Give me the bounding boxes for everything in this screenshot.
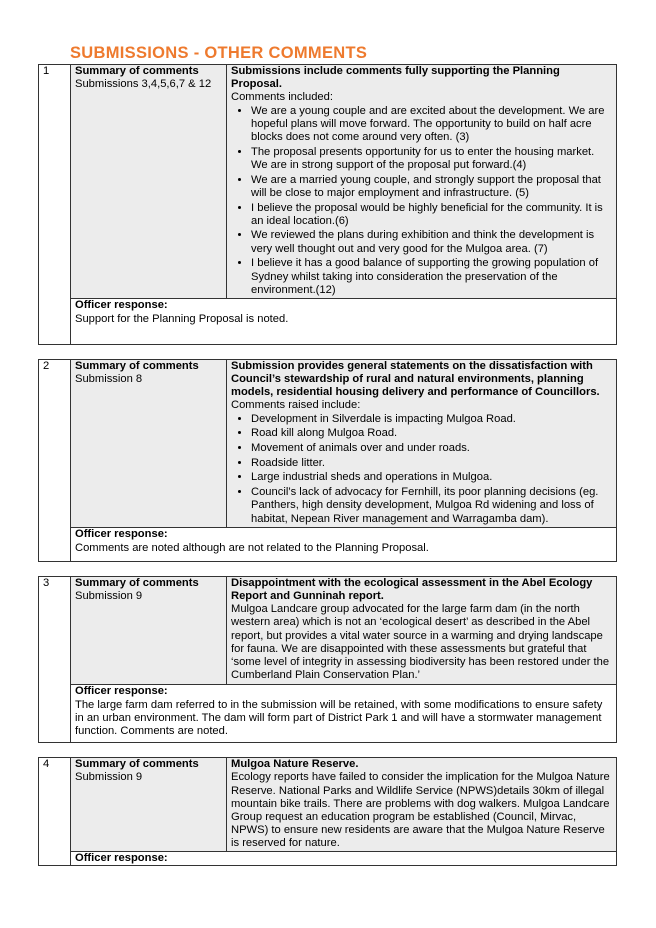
comment-item: • Road kill along Mulgoa Road. bbox=[251, 427, 612, 440]
officer-response-cell bbox=[71, 528, 617, 561]
officer-response-text: Support for the Planning Proposal is noted. bbox=[75, 312, 289, 325]
submission-ref: Submissions 3,4,5,6,7 & 12 bbox=[75, 78, 212, 91]
summary-cell bbox=[71, 758, 227, 851]
description-cell bbox=[227, 359, 617, 527]
summary-cell bbox=[71, 576, 227, 685]
submission-body: Mulgoa Landcare group advocated for the large farm dam (in the north western area) which is not an ‘ecological desert’ as described in the Abel report, but provides a vital water source in a warming and drying landscape for fauna. We are disappointed with these assessments but grateful that ‘some level of integrity in assessing biodiversity has been restored under the Cumberland Plain Conservation Plan.’ bbox=[231, 603, 610, 682]
officer-response-row bbox=[39, 528, 617, 561]
comment-item: • I believe it has a good balance of supporting the growing population of Sydney whilst taking into consideration the preservation of the environment.(12) bbox=[251, 257, 612, 297]
comment-item: • Council’s lack of advocacy for Fernhill, its poor planning decisions (eg. Panthers, high density development, Mulgoa Rd widening and loss of habitat, Nepean River management and Warragamba dam). bbox=[251, 486, 612, 526]
description-cell bbox=[227, 65, 617, 299]
officer-response-label: Officer response: bbox=[75, 851, 168, 864]
submission-number: 3 bbox=[39, 576, 71, 742]
description-cell bbox=[227, 576, 617, 685]
officer-response-text: Comments are noted although are not related to the Planning Proposal. bbox=[75, 541, 429, 554]
comment-list bbox=[231, 413, 612, 526]
submission-ref: Submission 8 bbox=[75, 373, 143, 386]
comment-item: • We are a married young couple, and strongly support the proposal that will be close to major employment and infrastructure. (5) bbox=[251, 174, 612, 200]
submission-row bbox=[39, 576, 617, 685]
submission-heading: Disappointment with the ecological assessment in the Abel Ecology Report and Gunninah report. bbox=[231, 576, 593, 602]
row-spacer bbox=[39, 344, 617, 359]
comment-item: • Large industrial sheds and operations in Mulgoa. bbox=[251, 471, 612, 484]
submission-ref: Submission 9 bbox=[75, 771, 143, 784]
officer-response-row bbox=[39, 851, 617, 865]
summary-label: Summary of comments bbox=[75, 758, 199, 771]
comment-item: • The proposal presents opportunity for us to enter the housing market. We are in strong support of the proposal put forward.(4) bbox=[251, 146, 612, 172]
submissions-table bbox=[38, 64, 617, 866]
comment-item: • Development in Silverdale is impacting Mulgoa Road. bbox=[251, 413, 612, 426]
comment-list bbox=[231, 105, 612, 297]
submission-heading: Submission provides general statements on the dissatisfaction with Council’s stewardship of rural and natural environments, planning models, residential housing delivery and performance of Councillors. bbox=[231, 359, 600, 399]
officer-response-cell bbox=[71, 851, 617, 865]
comment-item: • We reviewed the plans during exhibition and think the development is very well thought out and very good for the Mulgoa area. (7) bbox=[251, 229, 612, 255]
comments-intro: Comments included: bbox=[231, 91, 333, 104]
officer-response-cell bbox=[71, 685, 617, 743]
comment-item: • I believe the proposal would be highly beneficial for the community. It is an ideal location.(6) bbox=[251, 202, 612, 228]
description-cell bbox=[227, 758, 617, 851]
submission-ref: Submission 9 bbox=[75, 589, 143, 602]
submission-row bbox=[39, 359, 617, 527]
comment-item: • We are a young couple and are excited about the development. We are hopeful plans will move forward. The opportunity to build on half acre blocks does not come around very often. (3) bbox=[251, 105, 612, 145]
submission-heading: Mulgoa Nature Reserve. bbox=[231, 758, 359, 771]
summary-cell bbox=[71, 359, 227, 527]
comments-intro: Comments raised include: bbox=[231, 399, 361, 412]
comment-item: • Roadside litter. bbox=[251, 457, 612, 470]
submission-number: 2 bbox=[39, 359, 71, 561]
summary-label: Summary of comments bbox=[75, 359, 199, 372]
submission-body: Ecology reports have failed to consider the implication for the Mulgoa Nature Reserve. National Parks and Wildlife Service (NPWS)details 30km of illegal mountain bike trails. There are problems with dog walkers. Mulgoa Landcare Group request an education program be established (Council, Mirvac, NPWS) to ensure new residents are aware that the Mulgoa Nature Reserve is reserved for nature. bbox=[231, 771, 610, 850]
officer-response-text: The large farm dam referred to in the submission will be retained, with some modifications to ensure safety in an urban environment. The dam will form part of District Park 1 and will have a stormwater management function. Comments are noted. bbox=[75, 698, 603, 737]
submission-number: 1 bbox=[39, 65, 71, 345]
row-spacer bbox=[39, 743, 617, 758]
comment-item: • Movement of animals over and under roads. bbox=[251, 442, 612, 455]
officer-response-label: Officer response: bbox=[75, 528, 168, 541]
summary-label: Summary of comments bbox=[75, 65, 199, 77]
summary-label: Summary of comments bbox=[75, 576, 199, 589]
row-spacer bbox=[39, 561, 617, 576]
officer-response-label: Officer response: bbox=[75, 299, 168, 312]
officer-response-label: Officer response: bbox=[75, 685, 168, 698]
officer-response-row bbox=[39, 299, 617, 344]
page-title: SUBMISSIONS - OTHER COMMENTS bbox=[70, 44, 368, 62]
submission-number: 4 bbox=[39, 758, 71, 866]
submission-row bbox=[39, 758, 617, 851]
officer-response-row bbox=[39, 685, 617, 743]
submission-heading: Submissions include comments fully supporting the Planning Proposal. bbox=[231, 65, 560, 91]
officer-response-cell bbox=[71, 299, 617, 344]
summary-cell bbox=[71, 65, 227, 299]
submission-row bbox=[39, 65, 617, 299]
